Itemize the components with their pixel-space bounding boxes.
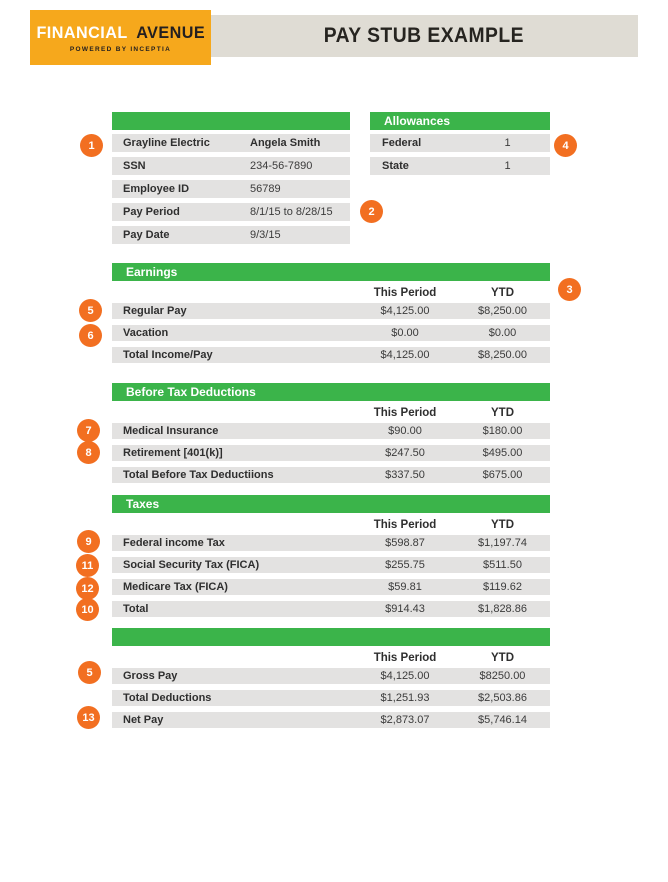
pay-date-value: 9/3/15 [250,229,281,241]
row-ytd-value: $2,503.86 [478,692,527,704]
row-ytd-value: $495.00 [482,447,523,459]
ssn-label: SSN [123,160,146,172]
logo-wordmark [36,23,205,43]
row-ytd-value: $1,828.86 [478,603,527,615]
taxes-header-bar [112,495,550,513]
table-row-state-allowance [370,157,550,175]
federal-allowance-value: 1 [504,137,511,149]
this-period-column-header: This Period [373,287,437,299]
annotation-badge-12: 12 [76,577,99,600]
table-row-regular-pay [112,303,550,319]
row-label: Total Income/Pay [123,349,213,361]
annotation-badge-7: 7 [77,419,100,442]
annotation-badge-1: 1 [80,134,103,157]
row-ytd-value: $0.00 [488,327,517,339]
row-label: Medicare Tax (FICA) [123,581,228,593]
table-row-medical-insurance [112,423,550,439]
summary-header-bar [112,628,550,646]
table-row-employee-id [112,180,350,198]
row-period-value: $337.50 [385,469,425,481]
employer-name: Grayline Electric [123,137,210,149]
row-period-value: $59.81 [388,581,422,593]
row-period-value: $90.00 [388,425,422,437]
row-period-value: $4,125.00 [380,305,430,317]
employee-table-header-bar [112,112,350,130]
page-title: PAY STUB EXAMPLE [323,24,525,47]
table-row-gross-pay [112,668,550,684]
table-row-total-before-tax [112,467,550,483]
annotation-badge-5: 5 [79,299,102,322]
row-label: Medical Insurance [123,425,219,437]
annotation-badge-11: 11 [76,554,99,577]
table-row-federal-allowance [370,134,550,152]
earnings-header-bar [112,263,550,281]
earnings-column-header [112,283,550,303]
row-period-value: $4,125.00 [380,670,430,682]
this-period-column-header: This Period [373,407,437,419]
table-row-vacation [112,325,550,341]
table-row-ssn [112,157,350,175]
annotation-badge-5-gross: 5 [78,661,101,684]
pay-period-value: 8/1/15 to 8/28/15 [250,206,333,218]
ytd-column-header: YTD [491,519,514,531]
title-bar [210,15,638,57]
before-tax-title: Before Tax Deductions [126,385,256,399]
row-period-value: $2,873.07 [380,714,430,726]
allowances-header-bar [370,112,550,130]
annotation-badge-8: 8 [77,441,100,464]
row-period-value: $255.75 [385,559,425,571]
annotation-badge-4: 4 [554,134,577,157]
before-tax-header-bar [112,383,550,401]
table-row-medicare-tax [112,579,550,595]
federal-allowance-label: Federal [382,137,422,149]
annotation-badge-13: 13 [77,706,100,729]
row-period-value: $247.50 [385,447,425,459]
employee-id-label: Employee ID [123,183,190,195]
row-period-value: $914.43 [385,603,425,615]
table-row-total-income [112,347,550,363]
allowances-title: Allowances [384,114,451,128]
taxes-column-header [112,515,550,535]
ytd-column-header: YTD [491,652,514,664]
row-label: Regular Pay [123,305,187,317]
earnings-section [112,263,550,369]
row-ytd-value: $511.50 [483,559,522,571]
row-ytd-value: $5,746.14 [478,714,527,726]
summary-column-header [112,648,550,668]
earnings-title: Earnings [126,265,178,279]
logo-word-financial: FINANCIAL [36,22,128,42]
row-label: Total [123,603,149,615]
row-label: Total Before Tax Deductiions [123,469,274,481]
row-ytd-value: $8,250.00 [478,305,527,317]
table-row-social-security-tax [112,557,550,573]
row-ytd-value: $675.00 [482,469,523,481]
row-label: Total Deductions [123,692,212,704]
table-row-employer [112,134,350,152]
ytd-column-header: YTD [491,287,514,299]
annotation-badge-10: 10 [76,598,99,621]
ssn-value: 234-56-7890 [250,160,313,172]
employee-name: Angela Smith [250,137,321,149]
employee-id-value: 56789 [250,183,281,195]
taxes-title: Taxes [126,497,160,511]
logo-tagline: POWERED BY INCEPTIA [69,45,172,53]
table-row-federal-income-tax [112,535,550,551]
row-ytd-value: $119.62 [483,581,522,593]
annotation-badge-6: 6 [79,324,102,347]
row-label: Retirement [401(k)] [123,447,223,459]
row-label: Vacation [123,327,169,339]
pay-date-label: Pay Date [123,229,170,241]
row-label: Gross Pay [123,670,178,682]
this-period-column-header: This Period [373,652,437,664]
pay-period-label: Pay Period [123,206,180,218]
state-allowance-label: State [382,160,409,172]
row-ytd-value: $8,250.00 [478,349,527,361]
row-period-value: $598.87 [385,537,425,549]
annotation-badge-2: 2 [360,200,383,223]
summary-section [112,628,550,734]
this-period-column-header: This Period [373,519,437,531]
financial-avenue-logo [30,10,211,65]
taxes-section [112,495,550,623]
row-ytd-value: $8250.00 [479,670,526,682]
logo-word-avenue: AVENUE [135,22,205,42]
row-label: Net Pay [123,714,164,726]
row-period-value: $1,251.93 [380,692,430,704]
employee-info-table [112,112,350,249]
state-allowance-value: 1 [504,160,511,172]
table-row-net-pay [112,712,550,728]
row-label: Federal income Tax [123,537,225,549]
table-row-pay-period [112,203,350,221]
row-ytd-value: $1,197.74 [478,537,527,549]
row-ytd-value: $180.00 [482,425,523,437]
before-tax-column-header [112,403,550,423]
annotation-badge-3: 3 [558,278,581,301]
row-period-value: $0.00 [391,327,419,339]
row-label: Social Security Tax (FICA) [123,559,260,571]
annotation-badge-9: 9 [77,530,100,553]
table-row-pay-date [112,226,350,244]
table-row-total-deductions [112,690,550,706]
before-tax-deductions-section [112,383,550,489]
allowances-table [370,112,550,180]
ytd-column-header: YTD [491,407,514,419]
row-period-value: $4,125.00 [380,349,430,361]
table-row-total-taxes [112,601,550,617]
table-row-retirement [112,445,550,461]
